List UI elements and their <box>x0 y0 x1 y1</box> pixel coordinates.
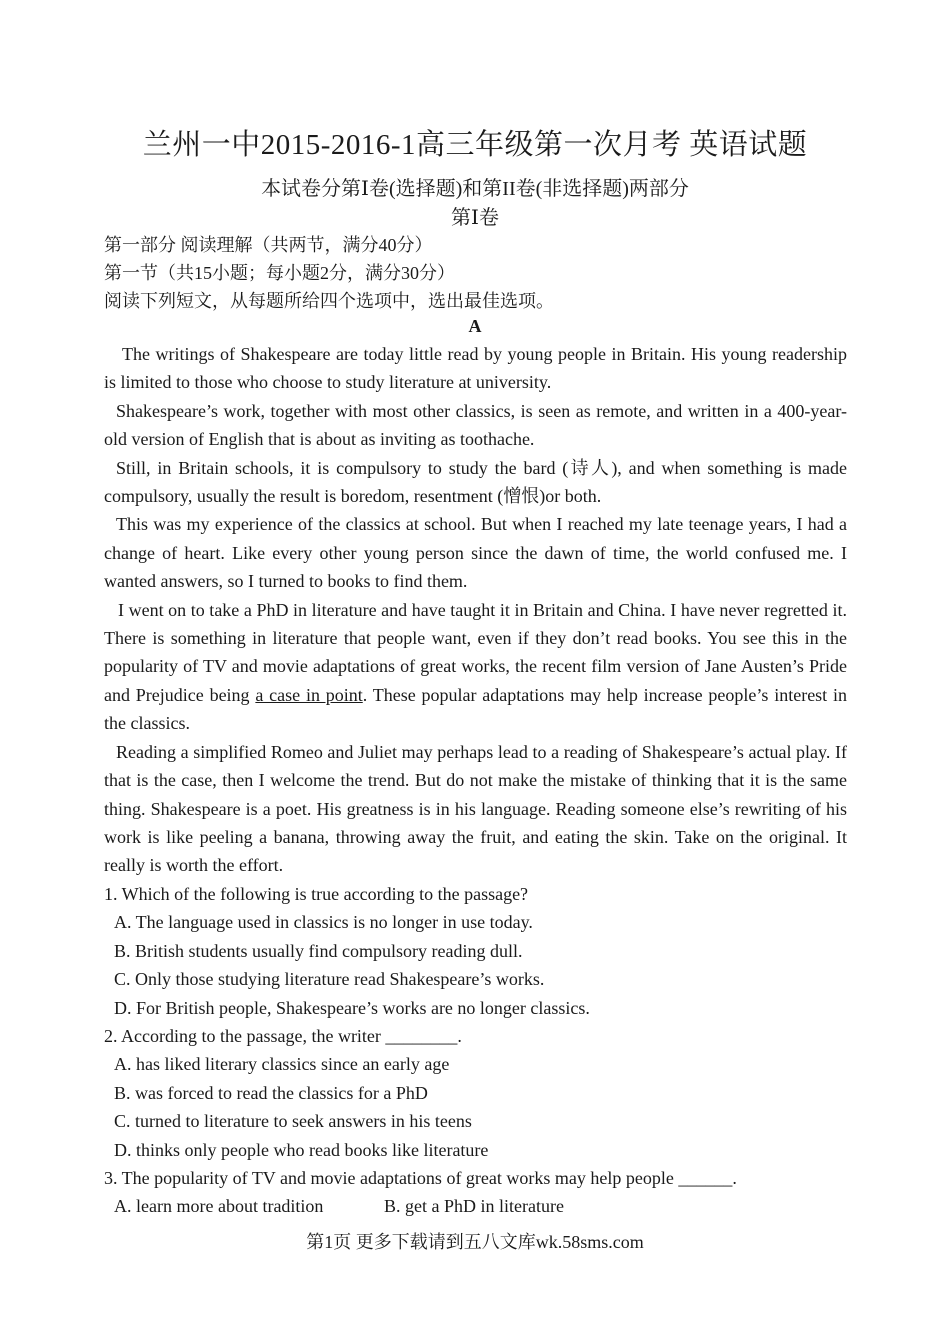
question-1-option-a: A. The language used in classics is no longer in use today. <box>114 912 533 933</box>
page-title: 兰州一中2015-2016-1高三年级第一次月考 英语试题 <box>142 129 808 161</box>
question-2-stem: 2. According to the passage, the writer ________. <box>104 1026 462 1047</box>
question-3-stem: 3. The popularity of TV and movie adaptations of great works may help people ______. <box>104 1168 737 1189</box>
passage-paragraph-1: The writings of Shakespeare are today little read by young people in Britain. His young readership is limited to those who choose to study literature at university. <box>104 344 847 393</box>
passage-paragraph-2: Shakespeare’s work, together with most other classics, is seen as remote, and written in a 400-year-old version of English that is about as inviting as toothache. <box>104 400 847 450</box>
exam-subtitle: 本试卷分第Ⅰ卷(选择题)和第II卷(非选择题)两部分 <box>261 178 689 200</box>
question-1-stem: 1. Which of the following is true according to the passage? <box>104 884 529 904</box>
direction-instruction: 阅读下列短文，从每题所给四个选项中，选出最佳选项。 <box>104 291 554 311</box>
question-list <box>104 880 864 1221</box>
passage-paragraph-4: This was my experience of the classics at school. But when I reached my late teenage years, I had a change of heart. Like every other young person since the dawn of time, the world confused me. I wanted answers, so I turned to books to find them. <box>104 514 847 592</box>
question-1-option-d: D. For British people, Shakespeare’s works are no longer classics. <box>114 997 590 1018</box>
part-instruction: 第一部分 阅读理解（共两节，满分40分） <box>104 235 433 255</box>
passage-paragraph-3: Still, in Britain schools, it is compulsory to study the bard (诗人), and when something is made compulsory, usually the result is boredom, resentment (憎恨)or both. <box>104 457 847 507</box>
paragraph-5-text-a: I went on to take a PhD in literature and have taught it in Britain and China. I have never regretted it. There is something in literature that people want, even if they don’t read books. You see this in the popularity of TV and movie adaptations of great works, the recent film version of Jane Austen’s Pride and Prejudice being <box>104 599 847 705</box>
section-instruction: 第一节（共15小题；每小题2分，满分30分） <box>104 263 455 283</box>
paragraph-5-text-b: . These popular adaptations may help increase people’s interest in the classics. <box>104 684 847 734</box>
question-2-option-d: D. thinks only people who read books like literature <box>114 1139 489 1160</box>
underlined-phrase: a case in point <box>255 684 363 705</box>
passage-label: A <box>468 316 482 336</box>
question-3-options <box>104 1192 864 1220</box>
question-2-option-a: A. has liked literary classics since an early age <box>114 1054 450 1075</box>
question-1-option-b: B. British students usually find compulsory reading dull. <box>114 940 523 961</box>
question-2-option-c: C. turned to literature to seek answers in his teens <box>114 1111 472 1132</box>
question-3-option-b: B. get a PhD in literature <box>384 1196 564 1217</box>
question-2-option-b: B. was forced to read the classics for a PhD <box>114 1082 428 1103</box>
reading-passage <box>104 340 847 880</box>
passage-paragraph-6: Reading a simplified Romeo and Juliet may perhaps lead to a reading of Shakespeare’s actual play. If that is the case, then I welcome the trend. But do not make the mistake of thinking that it is the same thing. Shakespeare is a poet. His greatness is in his language. Reading someone else’s rewriting of his work is like peeling a banana, throwing away the fruit, and eating the skin. Take on the original. It really is worth the effort. <box>104 741 847 876</box>
question-3-option-a: A. learn more about tradition <box>114 1196 324 1217</box>
question-1-option-c: C. Only those studying literature read Shakespeare’s works. <box>114 969 545 990</box>
passage-paragraph-5 <box>104 596 847 738</box>
volume-label: 第Ⅰ卷 <box>451 207 499 229</box>
page-footer: 第1页 更多下载请到五八文库wk.58sms.com <box>306 1232 644 1252</box>
